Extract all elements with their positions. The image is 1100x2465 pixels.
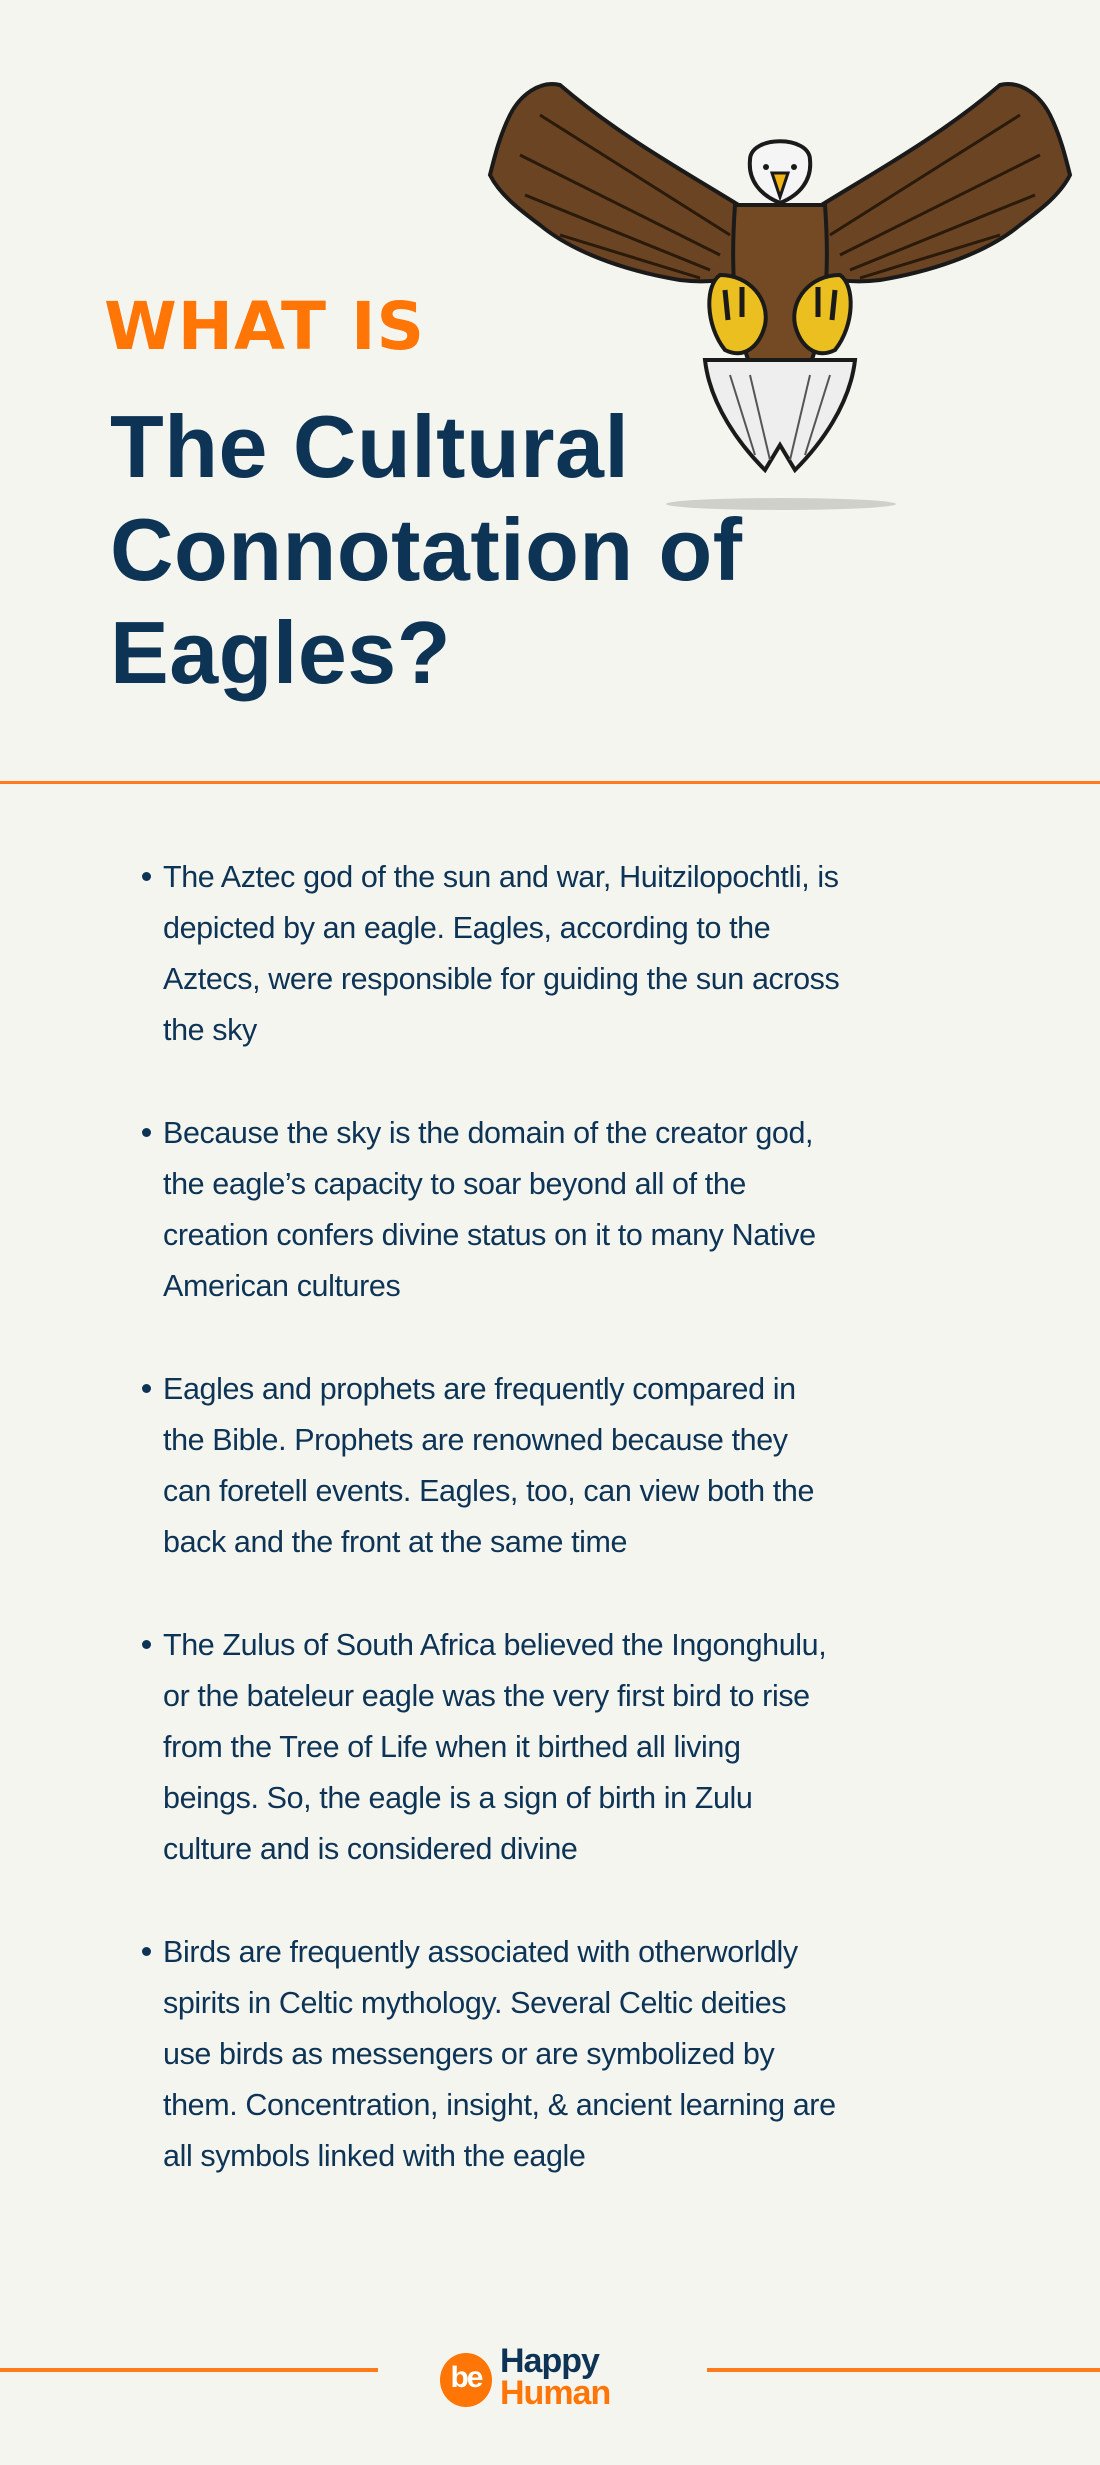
bullet-list bbox=[163, 852, 1063, 2234]
bullet-text-line: or the bateleur eagle was the very first bird to rise bbox=[163, 1679, 810, 1713]
bullet-text-line: creation confers divine status on it to many Native bbox=[163, 1218, 816, 1252]
list-item bbox=[163, 1927, 1063, 2182]
bullet-text-line: culture and is considered divine bbox=[163, 1832, 578, 1866]
title-line: Eagles? bbox=[110, 603, 451, 702]
bullet-text-line: can foretell events. Eagles, too, can view both the bbox=[163, 1474, 815, 1508]
bullet-text-line: spirits in Celtic mythology. Several Celtic deities bbox=[163, 1986, 787, 2020]
bullet-text-line: the sky bbox=[163, 1013, 257, 1047]
bullet-text-line: The Aztec god of the sun and war, Huitzilopochtli, is bbox=[163, 860, 839, 894]
bullet-text-line: the Bible. Prophets are renowned because they bbox=[163, 1423, 788, 1457]
bullet-text-line: American cultures bbox=[163, 1269, 401, 1303]
footer-divider-left bbox=[0, 2368, 378, 2372]
kicker-heading: WHAT IS bbox=[104, 288, 426, 365]
bullet-text-line: depicted by an eagle. Eagles, according to the bbox=[163, 911, 771, 945]
bullet-text-line: Because the sky is the domain of the creator god, bbox=[163, 1116, 814, 1150]
bullet-text-line: back and the front at the same time bbox=[163, 1525, 628, 1559]
list-item bbox=[163, 1364, 1063, 1568]
bullet-text-line: use birds as messengers or are symbolized by bbox=[163, 2037, 775, 2071]
bullet-text-line: Aztecs, were responsible for guiding the sun across bbox=[163, 962, 840, 996]
bullet-text-line: Eagles and prophets are frequently compared in bbox=[163, 1372, 796, 1406]
bullet-text-line: from the Tree of Life when it birthed all living bbox=[163, 1730, 741, 1764]
title-line: Connotation of bbox=[110, 500, 743, 599]
page-title bbox=[110, 395, 743, 704]
logo-text-human: Human bbox=[500, 2374, 611, 2412]
title-line: The Cultural bbox=[110, 397, 630, 496]
bullet-text-line: Birds are frequently associated with otherworldly bbox=[163, 1935, 798, 1969]
list-item bbox=[163, 1108, 1063, 1312]
logo-text-happy: Happy bbox=[500, 2342, 599, 2380]
list-item bbox=[163, 1620, 1063, 1875]
logo-badge: be bbox=[440, 2353, 492, 2407]
bullet-text-line: the eagle’s capacity to soar beyond all of the bbox=[163, 1167, 746, 1201]
bullet-text-line: them. Concentration, insight, & ancient learning are bbox=[163, 2088, 836, 2122]
footer-divider-right bbox=[707, 2368, 1100, 2372]
bullet-text-line: beings. So, the eagle is a sign of birth in Zulu bbox=[163, 1781, 753, 1815]
header-divider bbox=[0, 781, 1100, 784]
bullet-text-line: The Zulus of South Africa believed the Ingonghulu, bbox=[163, 1628, 827, 1662]
happy-human-logo bbox=[440, 2342, 640, 2412]
list-item bbox=[163, 852, 1063, 1056]
bullet-text-line: all symbols linked with the eagle bbox=[163, 2139, 586, 2173]
